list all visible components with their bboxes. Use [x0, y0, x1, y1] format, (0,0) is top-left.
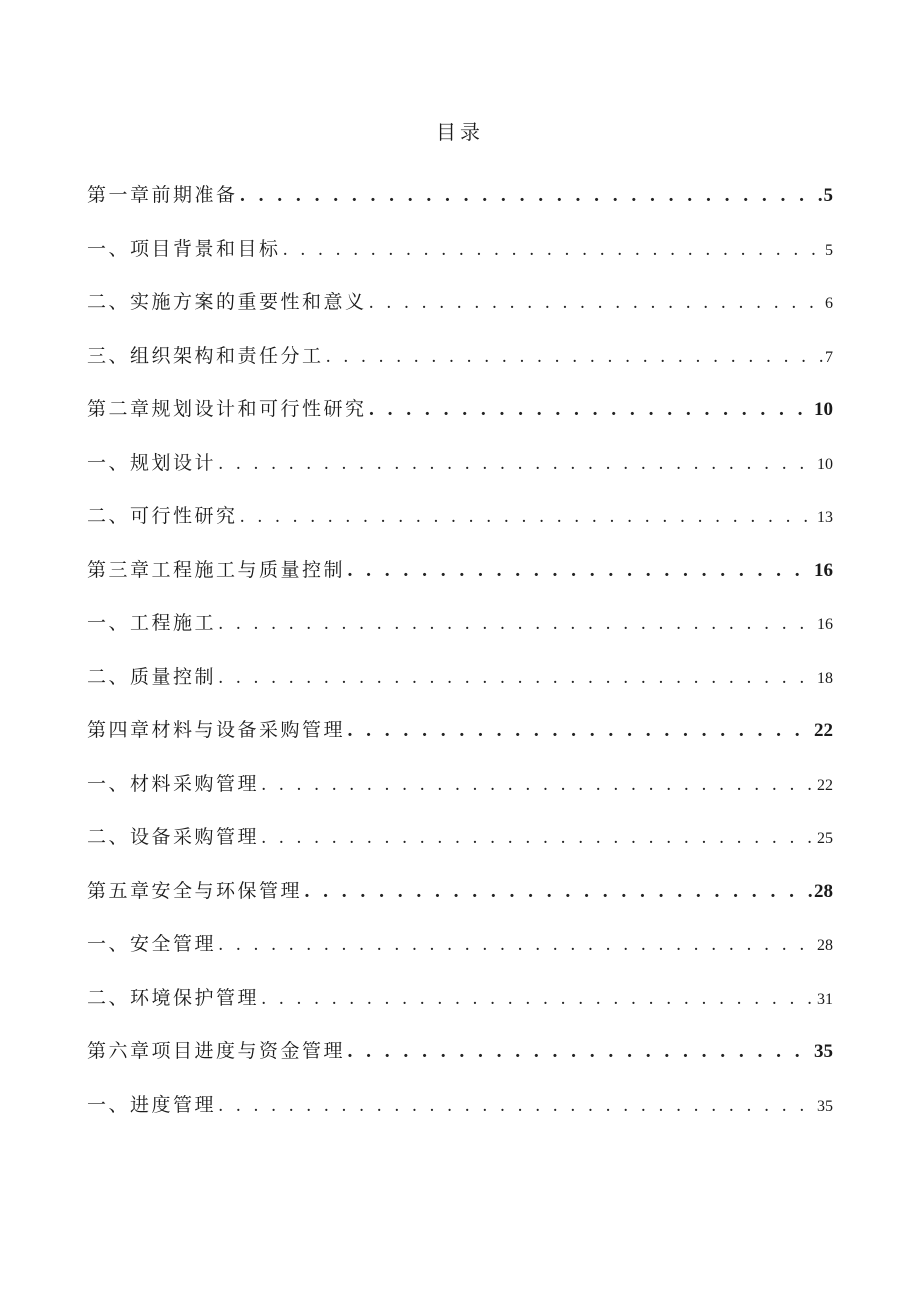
toc-section-entry[interactable]	[87, 226, 833, 280]
toc-dot-leader	[261, 775, 815, 795]
toc-page-number: 13	[817, 509, 833, 526]
toc-entry-label: 三、组织架构和责任分工	[87, 344, 324, 367]
toc-dot-leader	[283, 240, 823, 260]
toc-entry-label: 第一章前期准备	[87, 184, 238, 206]
toc-entry-label: 第五章安全与环保管理	[87, 879, 303, 902]
toc-dot-leader	[218, 614, 815, 634]
toc-chapter-entry[interactable]	[87, 868, 833, 922]
toc-chapter-entry[interactable]	[87, 1028, 833, 1082]
toc-section-entry[interactable]	[87, 600, 833, 654]
toc-entry-label: 一、规划设计	[87, 451, 217, 474]
toc-page-number: 31	[817, 990, 833, 1008]
toc-page-number: 16	[814, 559, 833, 581]
toc-entry-label: 二、质量控制	[87, 665, 217, 688]
toc-section-entry[interactable]	[87, 493, 833, 547]
toc-entry-label: 二、可行性研究	[87, 505, 238, 527]
toc-section-entry[interactable]	[87, 761, 833, 815]
toc-section-entry[interactable]	[87, 440, 833, 494]
toc-page-number: 18	[817, 669, 833, 687]
toc-dot-leader	[240, 186, 822, 206]
toc-entry-label: 第四章材料与设备采购管理	[87, 719, 346, 741]
toc-title: 目录	[436, 120, 484, 144]
toc-dot-leader	[261, 828, 815, 848]
toc-dot-leader	[218, 935, 815, 955]
toc-entry-label: 一、工程施工	[87, 612, 217, 634]
toc-entry-label: 一、进度管理	[87, 1093, 217, 1116]
toc-section-entry[interactable]	[87, 921, 833, 975]
toc-chapter-entry[interactable]	[87, 172, 833, 226]
toc-section-entry[interactable]	[87, 654, 833, 708]
toc-dot-leader	[326, 347, 823, 367]
toc-page-number: 22	[817, 776, 833, 794]
toc-page-number: 28	[814, 880, 833, 902]
toc-dot-leader	[347, 561, 812, 581]
toc-page-number: 10	[814, 399, 833, 420]
toc-entry-label: 一、材料采购管理	[87, 772, 260, 795]
toc-entry-label: 第六章项目进度与资金管理	[87, 1040, 346, 1062]
toc-page-number: 25	[817, 830, 833, 847]
toc-section-entry[interactable]	[87, 975, 833, 1029]
toc-page-number: 16	[817, 616, 833, 633]
toc-page-number: 35	[814, 1041, 833, 1062]
toc-entry-label: 二、设备采购管理	[87, 826, 260, 848]
toc-section-entry[interactable]	[87, 814, 833, 868]
toc-entry-label: 二、环境保护管理	[87, 986, 260, 1009]
toc-section-entry[interactable]	[87, 1082, 833, 1136]
toc-page-number: 35	[817, 1097, 833, 1115]
toc-chapter-entry[interactable]	[87, 707, 833, 761]
toc-chapter-entry[interactable]	[87, 547, 833, 601]
toc-chapter-entry[interactable]	[87, 386, 833, 440]
toc-page-number: 6	[825, 295, 833, 312]
toc-dot-leader	[369, 293, 823, 313]
toc-page-number: 5	[825, 241, 833, 259]
toc-section-entry[interactable]	[87, 279, 833, 333]
toc-dot-leader	[218, 1096, 815, 1116]
toc-dot-leader	[369, 400, 812, 420]
toc-entry-label: 一、安全管理	[87, 933, 217, 955]
toc-section-entry[interactable]	[87, 333, 833, 387]
toc-dot-leader	[304, 882, 812, 902]
toc-page-number: 22	[814, 720, 833, 741]
toc-dot-leader	[347, 1042, 812, 1062]
toc-dot-leader	[347, 721, 812, 741]
toc-entry-label: 第二章规划设计和可行性研究	[87, 398, 367, 420]
toc-list	[87, 172, 833, 1135]
toc-entry-label: 一、项目背景和目标	[87, 237, 281, 260]
toc-page-number: 5	[823, 185, 833, 206]
toc-page-number: 10	[817, 455, 833, 473]
toc-page-number: 7	[825, 348, 833, 366]
toc-dot-leader	[240, 507, 815, 527]
toc-dot-leader	[261, 989, 815, 1009]
toc-page-number: 28	[817, 937, 833, 954]
toc-entry-label: 第三章工程施工与质量控制	[87, 558, 346, 581]
toc-dot-leader	[218, 668, 815, 688]
toc-entry-label: 二、实施方案的重要性和意义	[87, 291, 367, 313]
toc-dot-leader	[218, 454, 815, 474]
